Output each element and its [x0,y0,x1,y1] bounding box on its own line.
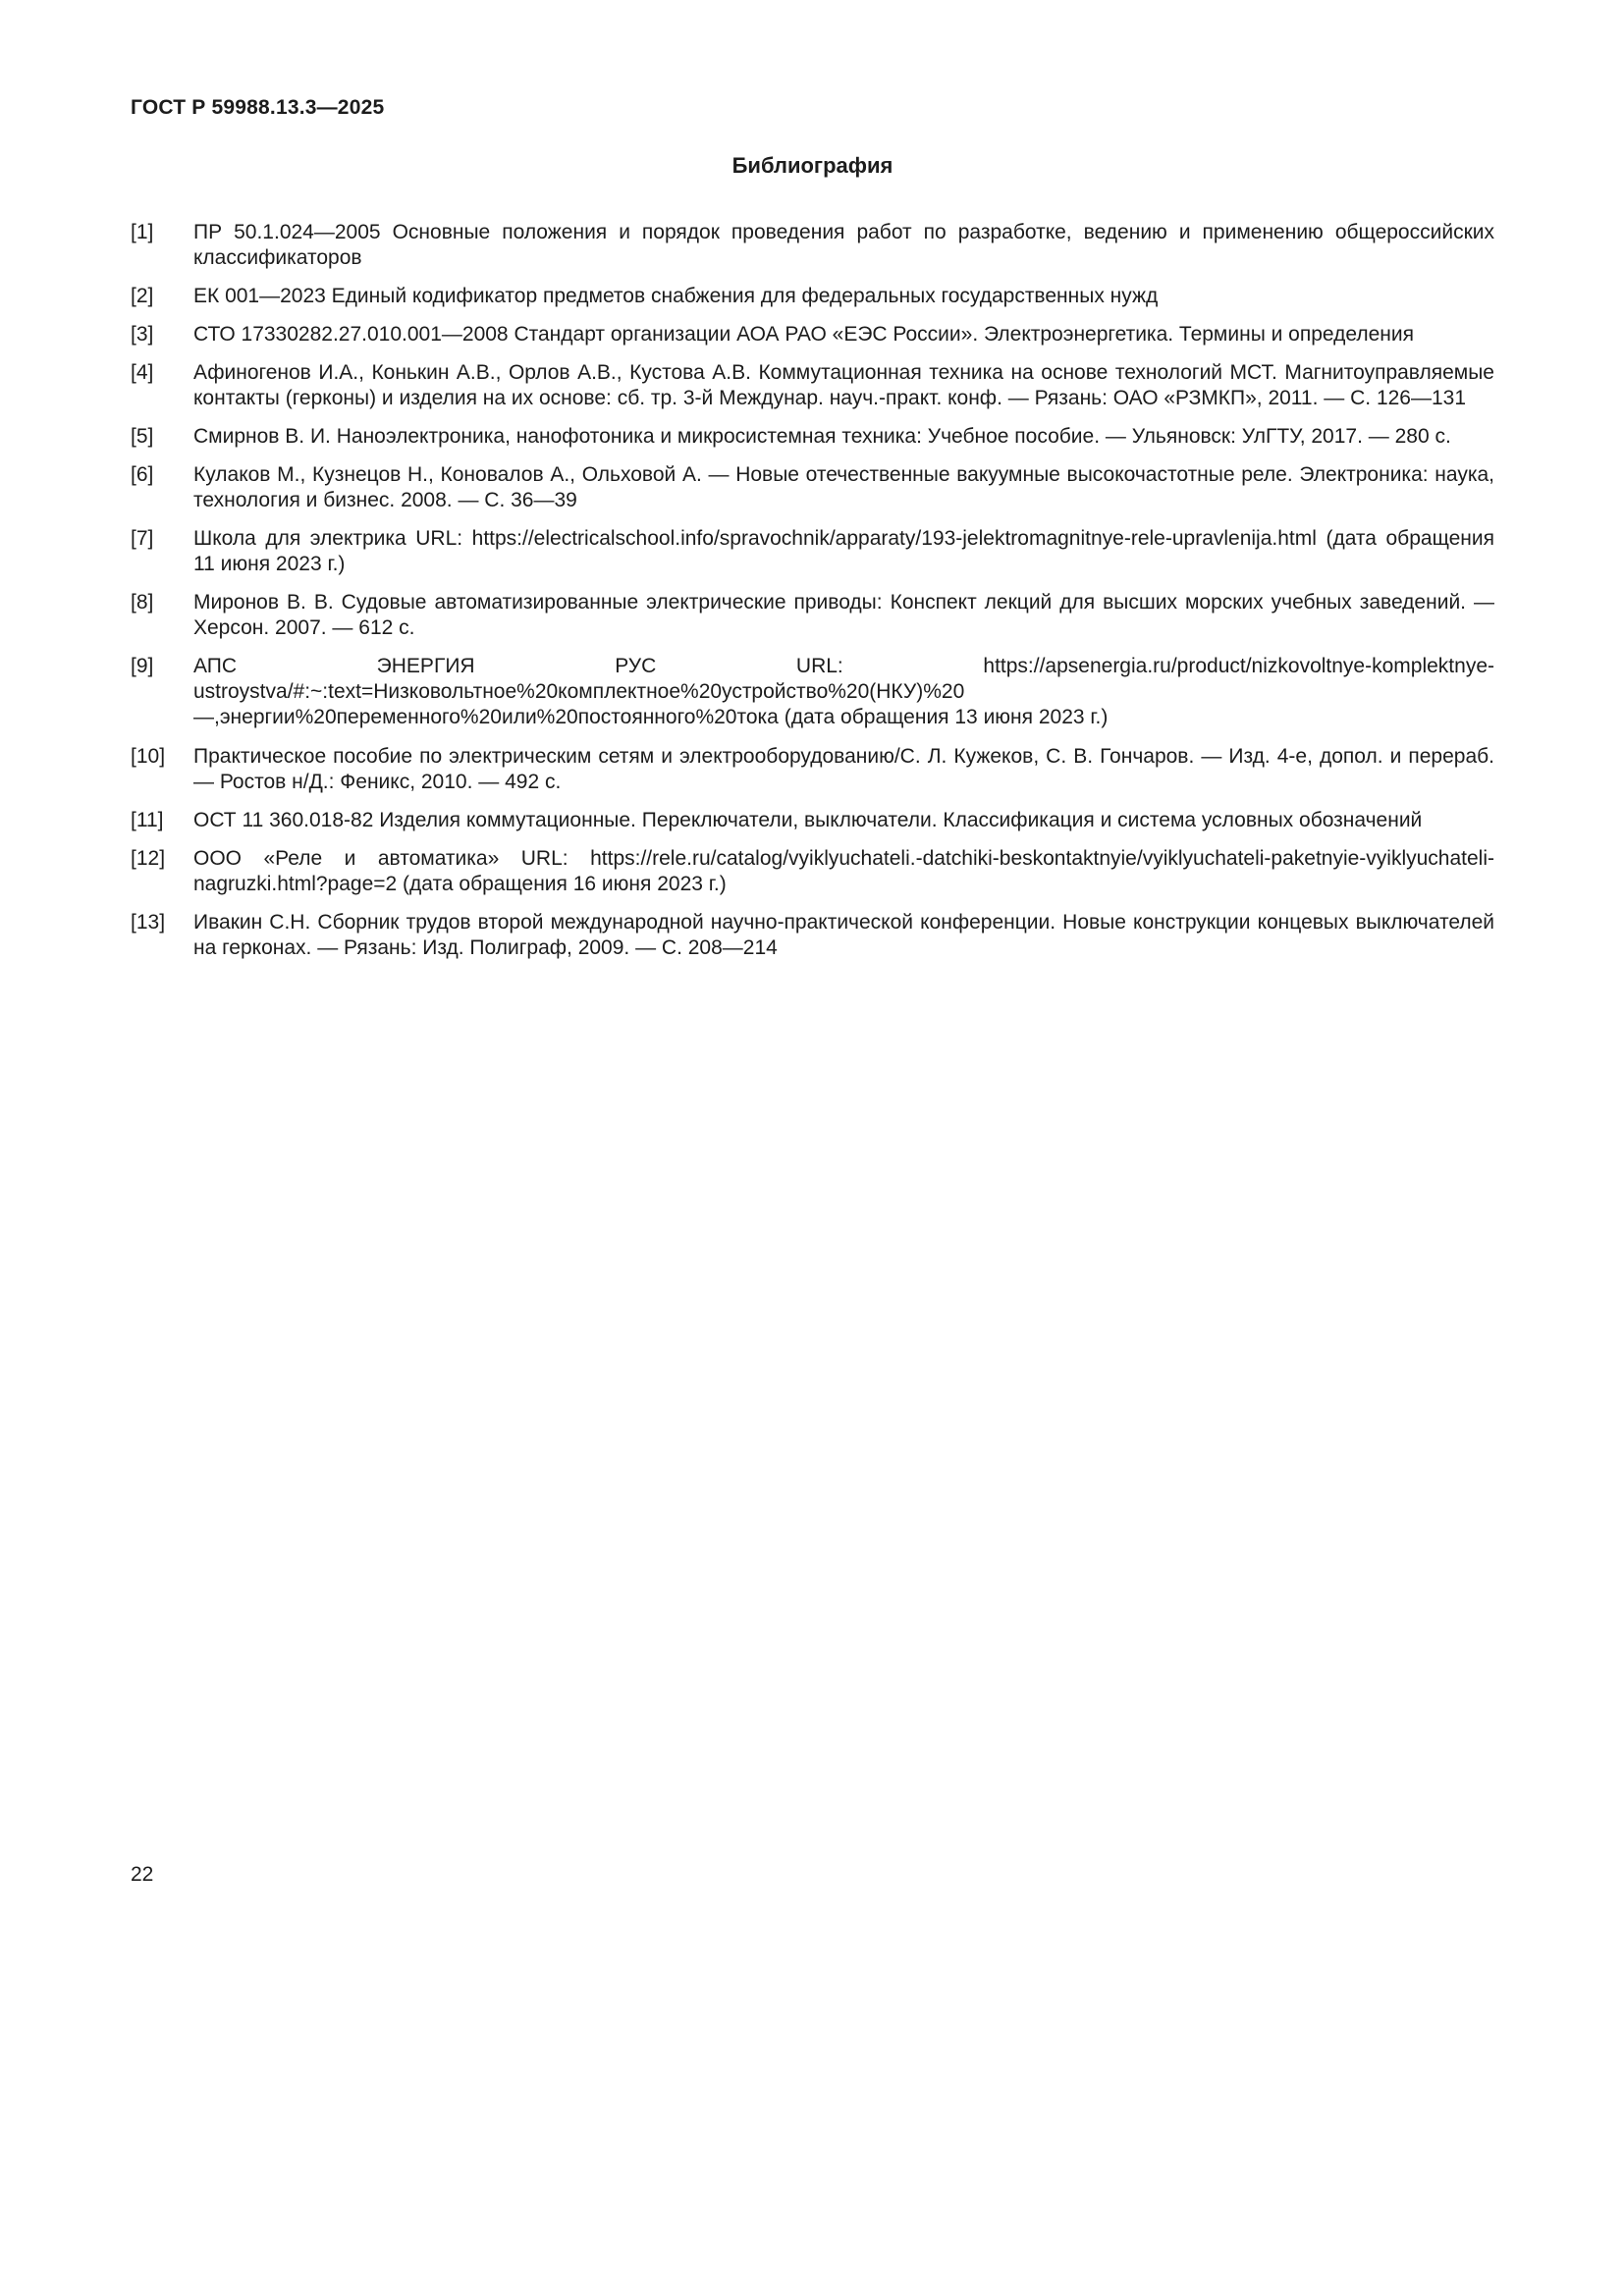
reference-number: [13] [131,910,166,934]
reference-number: [5] [131,425,154,449]
reference-text: Миронов В. В. Судовые автоматизированные электрические приводы: Конспект лекций для высших морских учебных заведений. — Херсон. 2007. — 612 с. [193,591,1494,640]
reference-number: [1] [131,221,154,243]
reference-text: ООО «Реле и автоматика» URL: https://rele.ru/catalog/vyiklyuchateli.-datchiki-beskontaktnyie/vyiklyuchateli-paketnyie-vyiklyuchateli-nagruzki.html?page=2 (дата обращения 16 июня 2023 г.) [193,846,1494,895]
reference-number: [10] [131,744,166,768]
reference-item-4 [131,360,1494,411]
reference-item-8 [131,590,1494,641]
reference-item-10 [131,744,1494,795]
reference-text: Кулаков М., Кузнецов Н., Коновалов А., Ольховой А. — Новые отечественные вакуумные высокочастотные реле. Электроника: наука, технология и бизнес. 2008. — С. 36—39 [193,463,1494,512]
reference-text: ЕК 001—2023 Единый кодификатор предметов снабжения для федеральных государственных нужд [193,285,1159,308]
reference-text: Школа для электрика URL: https://electricalschool.info/spravochnik/apparaty/193-jelektromagnitnye-rele-upravlenija.html (дата обращения 11 июня 2023 г.) [193,527,1494,576]
reference-item-2 [131,284,1494,309]
reference-text: Афиногенов И.А., Конькин А.В., Орлов А.В., Кустова А.В. Коммутационная техника на основе технологий МСТ. Магнитоуправляемые контакты (герконы) и изделия на их основе: сб. тр. 3-й Междунар. науч.-практ. конф. — Рязань: ОАО «РЗМКП», 2011. — С. 126—131 [193,361,1494,410]
page-number: 22 [131,1863,154,1886]
reference-number: [9] [131,655,154,678]
reference-item-5 [131,424,1494,450]
reference-item-6 [131,462,1494,513]
bibliography-list [131,220,1494,961]
reference-text: Ивакин С.Н. Сборник трудов второй международной научно-практической конференции. Новые конструкции концевых выключателей на герконах. — Рязань: Изд. Полиграф, 2009. — С. 208—214 [193,910,1494,959]
reference-number: [7] [131,527,154,551]
reference-number: [12] [131,846,166,870]
reference-item-12 [131,846,1494,897]
reference-number: [11] [131,808,164,831]
reference-number: [2] [131,285,154,308]
reference-text: ОСТ 11 360.018-82 Изделия коммутационные. Переключатели, выключатели. Классификация и система условных обозначений [193,808,1423,831]
reference-item-1 [131,220,1494,271]
reference-text: СТО 17330282.27.010.001—2008 Стандарт организации АОА РАО «ЕЭС России». Электроэнергетика. Термины и определения [193,323,1414,347]
reference-number: [6] [131,463,154,487]
page-title: Библиография [731,153,893,178]
reference-number: [4] [131,361,154,385]
reference-number: [3] [131,323,154,347]
document-designation: ГОСТ Р 59988.13.3—2025 [131,96,385,119]
reference-item-9 [131,654,1494,730]
reference-text: Смирнов В. И. Наноэлектроника, нанофотоника и микросистемная техника: Учебное пособие. — Ульяновск: УлГТУ, 2017. — 280 с. [193,425,1451,449]
reference-item-13 [131,910,1494,961]
reference-text: ПР 50.1.024—2005 Основные положения и порядок проведения работ по разработке, ведению и применению общероссийских классификаторов [193,221,1494,270]
reference-number: [8] [131,591,154,614]
reference-item-7 [131,526,1494,577]
reference-item-3 [131,322,1494,347]
reference-text: Практическое пособие по электрическим сетям и электрооборудованию/С. Л. Кужеков, С. В. Гончаров. — Изд. 4-е, допол. и перераб. — Ростов н/Д.: Феникс, 2010. — 492 с. [193,744,1494,793]
reference-text: АПС ЭНЕРГИЯ РУС URL: https://apsenergia.ru/product/nizkovoltnye-komplektnye-ustroystva/#:~:text=Низковольтное%20комплектное%20устройство%20(НКУ)%20—,энергии%20переменного%20или%20постоянного%20тока (дата обращения 13 июня 2023 г.) [193,655,1494,729]
reference-item-11 [131,808,1494,833]
